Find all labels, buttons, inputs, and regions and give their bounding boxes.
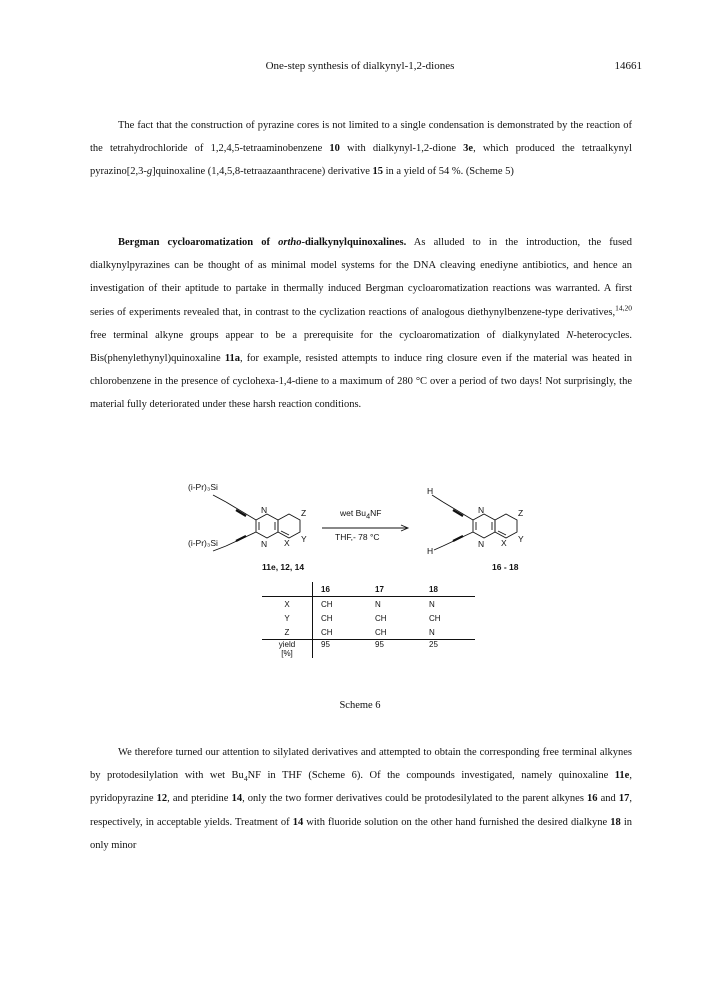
paragraph-1-text: The fact that the construction of pyrazine cores is not limited to a single condensation is demonstrated by the reaction of the tetrahydrochloride of 1,2,4,5-tetraaminobenzene 10 with dialkynyl-1,2-dione 3e, which produced the tetraalkynyl pyrazino[2,3-g]quinoxaline (1,4,5,8-tetraazaanthracene) derivative 15 in a yield of 54 %. (Scheme 5) — [90, 120, 632, 178]
table-header-row — [262, 582, 475, 597]
product-atom-Z: Z — [518, 508, 524, 518]
table-cell: N — [429, 627, 435, 637]
paragraph-2 — [90, 231, 632, 417]
scheme-table — [262, 582, 475, 658]
ring-atom-Z: Z — [301, 508, 307, 518]
silyl-label-top: (i-Pr)₃Si — [188, 482, 218, 492]
table-cell: 95 — [313, 640, 368, 659]
table-header-cell: 16 — [313, 582, 368, 597]
ring-atom-N1: N — [261, 505, 268, 515]
page-number: 14661 — [614, 60, 642, 72]
table-cell: CH — [375, 627, 387, 637]
running-title: One-step synthesis of dialkynyl-1,2-diones — [265, 60, 455, 72]
silyl-label-bottom: (i-Pr)₃Si — [188, 538, 218, 548]
reagent-label: wet $Bu_4NF$ — [340, 508, 382, 521]
table-row-label: Y — [262, 611, 313, 625]
scheme-caption: Scheme 6 — [339, 700, 381, 711]
reactant-compound-numbers: 11e, 12, 14 — [262, 562, 305, 572]
table-cell: N — [429, 599, 435, 609]
product-atom-X: X — [501, 538, 507, 548]
paragraph-3-text: We therefore turned our attention to silylated derivatives and attempted to obtain the corresponding free terminal alkynes by protodesilylation with wet $Bu_4NF$ in THF (Scheme 6). Of the compounds investigated, namely quinoxaline 11e, pyridopyrazine 12, and pteridine 14, only the two former derivatives could be protodesilylated to the parent alkynes 16 and 17, respectively, in acceptable yields. Treatment of 14 with fluoride solution on the other hand furnished the desired dialkyne 18 in only minor — [90, 747, 632, 851]
ring-atom-X: X — [284, 538, 290, 548]
section-run-heading: Bergman cycloaromatization of ortho-dialkynylquinoxalines. — [118, 237, 407, 248]
paragraph-3 — [90, 741, 632, 857]
paragraph-2-text: Bergman cycloaromatization of ortho-dialkynylquinoxalines. As alluded to in the introduction, the fused dialkynylpyrazines can be thought of as minimal model systems for the DNA cleaving enediyne antibiotics, and hence an investigation of their aptitude to partake in thermally induced Bergman cycloaromatization reactions was warranted. A first series of experiments revealed that, in contrast to the cyclization reactions of analogous diethynylbenzene-type derivatives,$^{14,20}$ free terminal alkyne groups appear to be a prerequisite for the cycloaromatization of dialkynylated N-heterocycles. Bis(phenylethynyl)quinoxaline 11a, for example, resisted attempts to induce ring closure even if the material was heated in chlorobenzene in the presence of cyclohexa-1,4-diene to a maximum of 280 °C over a period of two days! Not surprisingly, the material fully deteriorated under these harsh reaction conditions. — [90, 237, 633, 411]
product-compound-numbers: 16 - 18 — [492, 562, 519, 572]
terminal-h-top: H — [427, 486, 434, 496]
table-header-cell: 17 — [367, 582, 421, 597]
table-header-cell: 18 — [421, 582, 475, 597]
conditions-label: THF,- 78 °C — [335, 532, 380, 542]
product-atom-N1: N — [478, 505, 485, 515]
table-row-label: Z — [262, 625, 313, 640]
table-cell: CH — [321, 599, 333, 609]
table-yield-row — [262, 640, 475, 659]
table-cell: 25 — [421, 640, 475, 659]
table-cell: CH — [321, 613, 333, 623]
table-cell: CH — [321, 627, 333, 637]
table-row-label: yield [%] — [262, 640, 313, 659]
table-cell: CH — [429, 613, 441, 623]
table-row — [262, 597, 475, 612]
table-row — [262, 611, 475, 625]
table-row-label: X — [262, 597, 313, 612]
terminal-h-bottom: H — [427, 546, 434, 556]
ring-atom-N2: N — [261, 539, 268, 549]
table-cell: 95 — [367, 640, 421, 659]
paragraph-1 — [90, 114, 632, 184]
table-cell: N — [375, 599, 381, 609]
table-cell: CH — [375, 613, 387, 623]
table-row — [262, 625, 475, 640]
ring-atom-Y: Y — [301, 534, 307, 544]
product-atom-N2: N — [478, 539, 485, 549]
scheme-6 — [0, 478, 720, 728]
product-atom-Y: Y — [518, 534, 524, 544]
